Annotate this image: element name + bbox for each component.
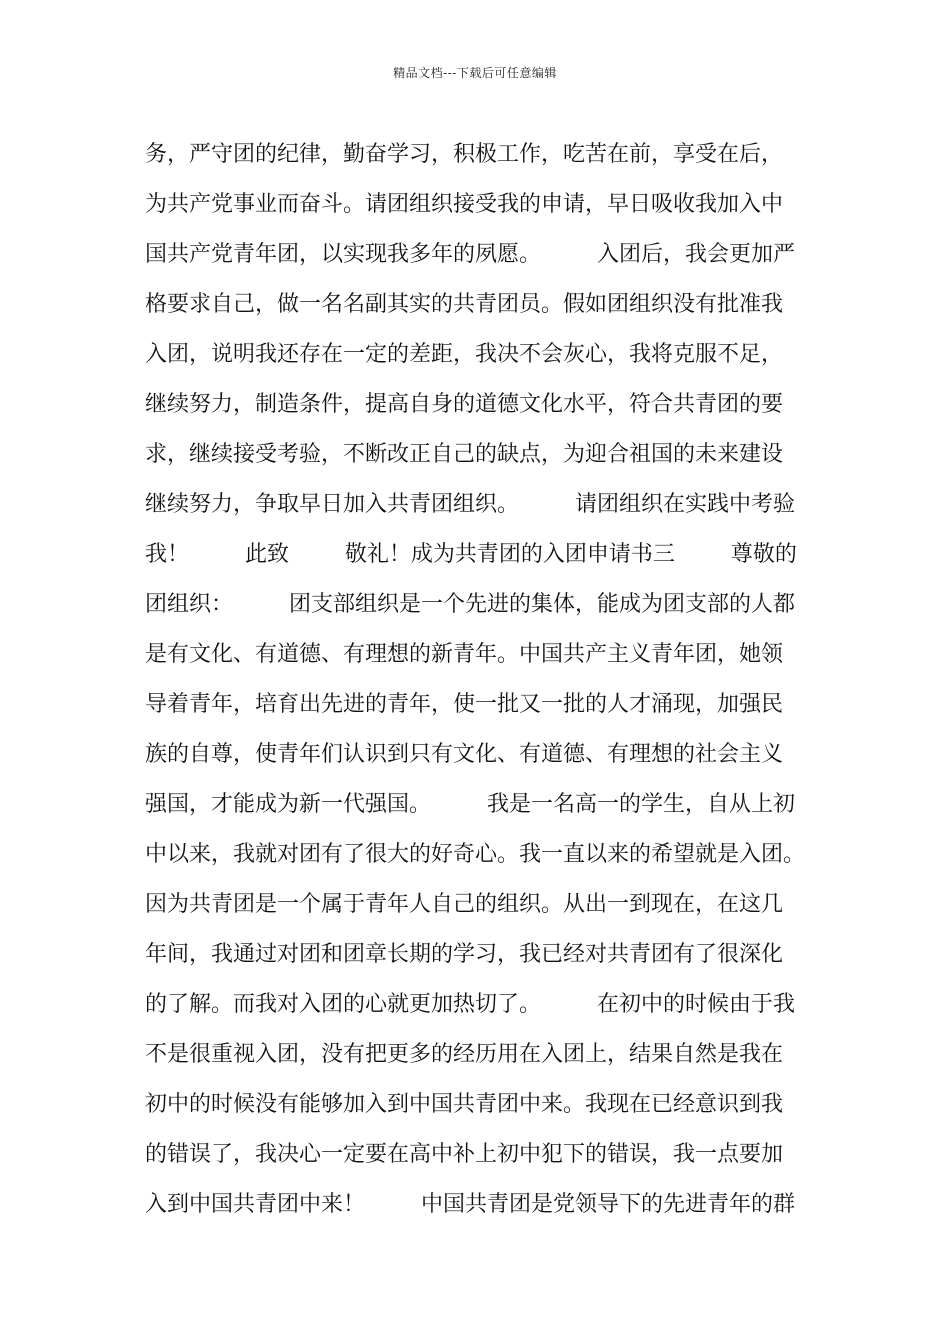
text-line: 年间，我通过对团和团章长期的学习，我已经对共青团有了很深化 <box>145 942 784 967</box>
text-line: 团组织： 团支部组织是一个先进的集体，能成为团支部的人都 <box>145 592 795 617</box>
text-line: 国共产党青年团，以实现我多年的夙愿。 入团后，我会更加严 <box>145 242 795 267</box>
body-text <box>145 130 825 1230</box>
text-line: 是有文化、有道德、有理想的新青年。中国共产主义青年团，她领 <box>145 642 784 667</box>
text-line: 的了解。而我对入团的心就更加热切了。 在初中的时候由于我 <box>145 992 795 1017</box>
text-line: 因为共青团是一个属于青年人自己的组织。从出一到现在，在这几 <box>145 892 784 917</box>
text-line: 继续努力，制造条件，提高自身的道德文化水平，符合共青团的要 <box>145 392 784 417</box>
text-line: 强国，才能成为新一代强国。 我是一名高一的学生，自从上初 <box>145 792 795 817</box>
text-line: 的错误了，我决心一定要在高中补上初中犯下的错误，我一点要加 <box>145 1142 784 1167</box>
text-line: 求，继续接受考验，不断改正自己的缺点，为迎合祖国的未来建设 <box>145 442 784 467</box>
text-line: 为共产党事业而奋斗。请团组织接受我的申请，早日吸收我加入中 <box>145 192 784 217</box>
text-line: 导着青年，培育出先进的青年，使一批又一批的人才涌现，加强民 <box>145 692 784 717</box>
text-line: 继续努力，争取早日加入共青团组织。 请团组织在实践中考验 <box>145 492 795 517</box>
page-header: 精品文档---下载后可任意编辑 <box>393 66 557 80</box>
text-line: 格要求自己，做一名名副其实的共青团员。假如团组织没有批准我 <box>145 292 784 317</box>
text-line: 族的自尊，使青年们认识到只有文化、有道德、有理想的社会主义 <box>145 742 784 767</box>
text-line: 初中的时候没有能够加入到中国共青团中来。我现在已经意识到我 <box>145 1092 784 1117</box>
text-line: 入到中国共青团中来！ 中国共青团是党领导下的先进青年的群 <box>145 1192 795 1217</box>
text-line: 务，严守团的纪律，勤奋学习，积极工作，吃苦在前，享受在后， <box>145 142 784 167</box>
text-line: 我！ 此致 敬礼！成为共青团的入团申请书三 尊敬的 <box>145 542 797 567</box>
text-line: 入团，说明我还存在一定的差距，我决不会灰心，我将克服不足， <box>145 342 784 367</box>
text-line: 不是很重视入团，没有把更多的经历用在入团上，结果自然是我在 <box>145 1042 784 1067</box>
text-line: 中以来，我就对团有了很大的好奇心。我一直以来的希望就是入团。 <box>145 842 806 867</box>
